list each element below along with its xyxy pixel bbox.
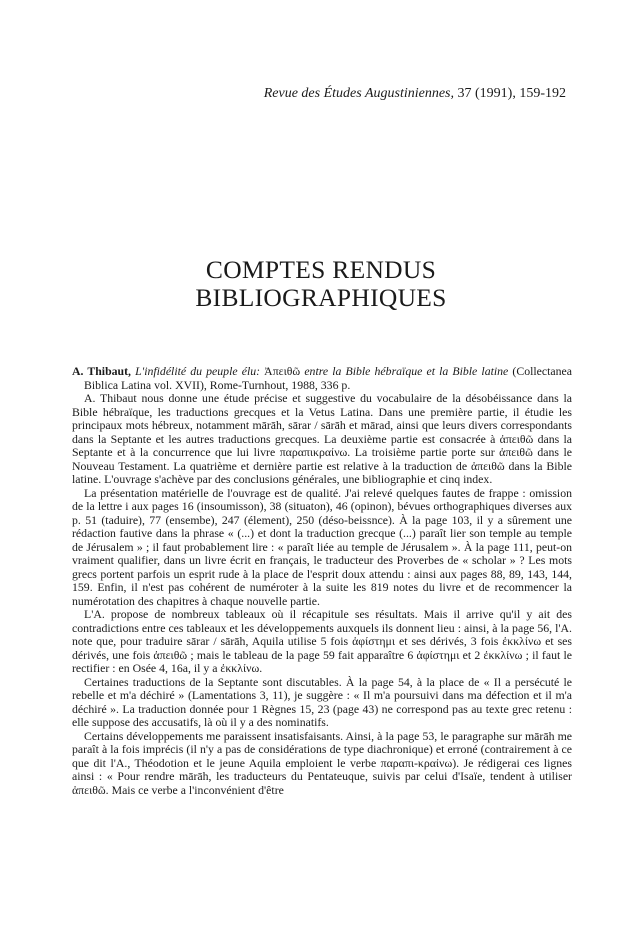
journal-name: Revue des Études Augustiniennes, xyxy=(263,86,454,101)
review-paragraph: L'A. propose de nombreux tableaux où il récapitule ses résultats. Mais il arrive qu'il y ait des contradictions entre ces tableaux et les développements auxquels ils donnent lieu : ainsi, à la page 56, l'A. note que, pour traduire sārar / sārāh, Aquila utilise 5 fois ἀφίστημι et ses dérivés, 3 fois ἐκκλίνω et ses dérivés, une fois ἀπειθῶ ; mais le tableau de la page 59 fait apparaître 6 ἀφίστημι et 2 ἐκκλίνω ; il faut le rectifier : en Osée 4, 16a, il y a ἐκκλίνω. xyxy=(72,607,572,675)
title-line-2: BIBLIOGRAPHIQUES xyxy=(195,283,447,312)
review-paragraph: La présentation matérielle de l'ouvrage est de qualité. J'ai relevé quelques fautes de frappe : omission de la lettre i aux pages 16 (insoumisson), 38 (situaton), 46 (opinon), bévues orthographiques diverses aux p. 51 (taduire), 77 (ensembe), 247 (élement), 250 (déso-beissnce). À la page 103, il y a sûrement une rédaction fautive dans la phrase « (...) et dont la traduction grecque (...) paraît lier son temple au temple de Jérusalem » ; il faut probablement lire : « paraît liée au temple de Jérusalem ». À la page 111, peut-on vraiment qualifier, dans un livre écrit en français, le traducteur des Proverbes de « scholar » ? Les mots grecs portent parfois un esprit rude à la place de l'esprit doux attendu : ainsi aux pages 88, 89, 143, 144, 159. Enfin, il n'est pas cohérent de numéroter à la suite les 819 notes du livre et de recommencer la numérotation des chapitres à chaque nouvelle partie. xyxy=(72,485,572,608)
review-citation xyxy=(72,365,572,392)
section-title xyxy=(0,256,642,312)
greek-title-word: Ἀπειθῶ xyxy=(264,364,301,378)
publication-details: (Collectanea Biblica Latina vol. XVII), Rome-Turnhout, 1988, 336 p. xyxy=(84,364,573,392)
book-subtitle: entre la Bible hébraïque et la Bible latine xyxy=(300,364,509,378)
journal-volume-pages: 37 (1991), 159-192 xyxy=(454,86,566,101)
review-paragraph: Certaines traductions de la Septante sont discutables. À la page 54, à la place de « Il a persécuté le rebelle et m'a déchiré » (Lamentations 3, 11), je suggère : « Il m'a poursuivi dans ma défection et il m'a déchiré ». La traduction donnée pour 1 Règnes 15, 23 (page 43) ne correspond pas au texte grec retenu : elle suppose des accusatifs, là où il y a des nominatifs. xyxy=(72,674,572,729)
book-title: L'infidélité du peuple élu: xyxy=(135,364,265,378)
review-paragraph: Certains développements me paraissent insatisfaisants. Ainsi, à la page 53, le paragraphe sur mārāh me paraît à la fois imprécis (il n'y a pas de considérations de type diachronique) et erroné (contrairement à ce que dit l'A., Théodotion et le jeune Aquila emploient le verbe παραπι-κραίνω). Je rédigerai ces lignes ainsi : « Pour rendre mārāh, les traducteurs du Pentateuque, suivis par celui d'Isaïe, tendent à utiliser ἀπειθῶ. Mais ce verbe a l'inconvénient d'être xyxy=(72,728,572,797)
review-paragraph: A. Thibaut nous donne une étude précise et suggestive du vocabulaire de la désobéissance dans la Bible hébraïque, les traductions grecques et la Vetus Latina. Dans une première partie, il étudie les principaux mots hébreux, notamment mārāh, sārar / sārāh et mārad, ainsi que leurs divers correspondants dans la Septante et les autres traductions grecques. La deuxième partie est consacrée à ἀπειθῶ dans la Septante et à la concurrence que lui livre παραπικραίνω. La troisième partie porte sur ἀπειθῶ dans le Nouveau Testament. La quatrième et dernière partie est relative à la traduction de ἀπειθῶ dans la Bible latine. L'ouvrage s'achève par des conclusions générales, une bibliographie et cinq index. xyxy=(72,391,572,486)
journal-header xyxy=(0,85,566,102)
title-line-1: COMPTES RENDUS xyxy=(205,255,437,284)
book-review xyxy=(72,365,572,797)
review-author: A. Thibaut, xyxy=(72,364,131,378)
